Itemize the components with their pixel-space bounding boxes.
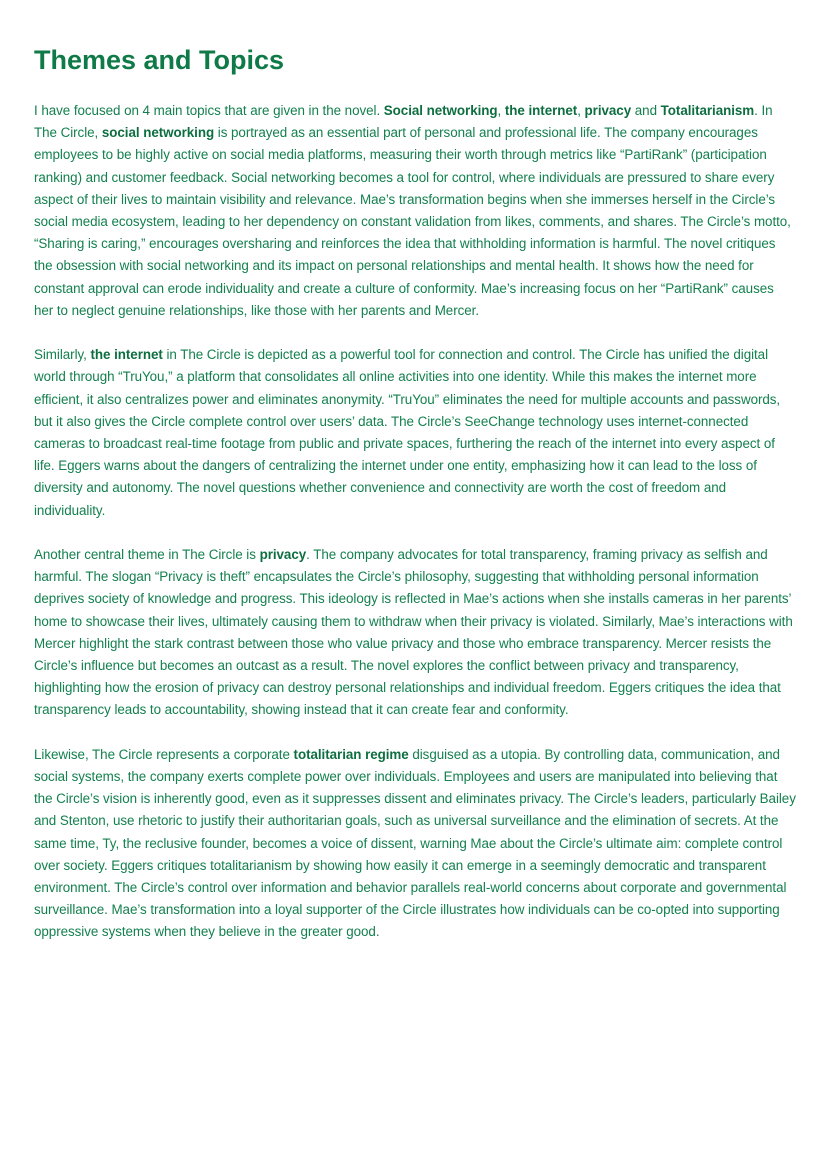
page-title: Themes and Topics [34,45,285,75]
body-paragraph [34,100,796,322]
text-run: . In The Circle, [34,103,773,141]
bold-term: totalitarian regime [293,746,409,762]
text-run: I have focused on 4 main topics that are given in the novel. [34,103,384,118]
text-run: is portrayed as an essential part of personal and professional life. The company encourages employees to be highly active on social media platforms, measuring their worth through metrics like “PartiRank” (participation ranking) and customer feedback. Social networking becomes a tool for control, where individuals are pressured to share every aspect of their lives to maintain visibility and relevance. Mae’s transformation begins when she immerses herself in the Circle’s social media ecosystem, leading to her dependency on constant validation from likes, comments, and shares. The Circle’s motto, “Sharing is caring,” encourages oversharing and reinforces the idea that withholding information is harmful. The novel critiques the obsession with social networking and its impact on personal relationships and mental health. It shows how the need for constant approval can erode individuality and create a culture of conformity. Mae’s increasing focus on her “PartiRank” causes her to neglect genuine relationships, like those with her parents and Mercer. [34,125,791,318]
body-paragraph [34,544,796,722]
text-run: . The company advocates for total transparency, framing privacy as selfish and harmful. The slogan “Privacy is theft” encapsulates the Circle’s philosophy, suggesting that withholding personal information deprives society of knowledge and progress. This ideology is reflected in Mae’s actions when she installs cameras in her parents’ home to showcase their lives, ultimately causing them to withdraw when their privacy is violated. Similarly, Mae’s interactions with Mercer highlight the stark contrast between those who value privacy and those who embrace transparency. Mercer resists the Circle’s influence but becomes an outcast as a result. The novel explores the conflict between privacy and transparency, highlighting how the erosion of privacy can destroy personal relationships and individual freedom. Eggers critiques the idea that transparency leads to accountability, showing instead that it can create fear and conformity. [34,547,793,718]
bold-term: privacy [584,103,632,118]
text-run: Likewise, The Circle represents a corporate [34,746,294,762]
bold-term: Social networking [383,103,498,118]
text-run: in The Circle is depicted as a powerful tool for connection and control. The Circle has unified the digital world through “TruYou,” a platform that consolidates all online activities into one identity. While this makes the internet more efficient, it also centralizes power and eliminates anonymity. “TruYou” eliminates the need for multiple accounts and passwords, but it also gives the Circle complete control over users’ data. The Circle’s SeeChange technology uses internet-connected cameras to broadcast real-time footage from public and private spaces, furthering the reach of the internet into every aspect of life. Eggers warns about the dangers of centralizing the internet under one entity, emphasizing how it can lead to the loss of diversity and autonomy. The novel questions whether convenience and connectivity are worth the cost of freedom and individuality. [34,347,781,518]
bold-term: Totalitarianism [660,103,755,118]
body-paragraph [34,344,796,522]
text-run: , [577,103,585,118]
bold-term: social networking [101,125,215,141]
text-run: Another central theme in The Circle is [34,547,260,563]
body-paragraph [34,744,796,944]
paragraph-list [34,100,796,944]
text-run: and [631,103,661,118]
bold-term: the internet [504,103,578,118]
text-run: , [497,103,505,118]
text-run: Similarly, [34,347,91,363]
bold-term: the internet [90,347,163,363]
document-page [34,42,796,966]
bold-term: privacy [259,547,307,563]
text-run: disguised as a utopia. By controlling data, communication, and social systems, the company exerts complete power over individuals. Employees and users are manipulated into believing that the Circle’s vision is inherently good, even as it suppresses dissent and eliminates privacy. The Circle’s leaders, particularly Bailey and Stenton, use rhetoric to justify their authoritarian goals, such as universal surveillance and the elimination of secrets. At the same time, Ty, the reclusive founder, becomes a voice of dissent, warning Mae about the Circle’s ultimate aim: complete control over society. Eggers critiques totalitarianism by showing how easily it can emerge in a seemingly democratic and transparent environment. The Circle’s control over information and behavior parallels real-world concerns about corporate and governmental surveillance. Mae’s transformation into a loyal supporter of the Circle illustrates how individuals can be co-opted into supporting oppressive systems when they believe in the greater good. [34,746,796,940]
